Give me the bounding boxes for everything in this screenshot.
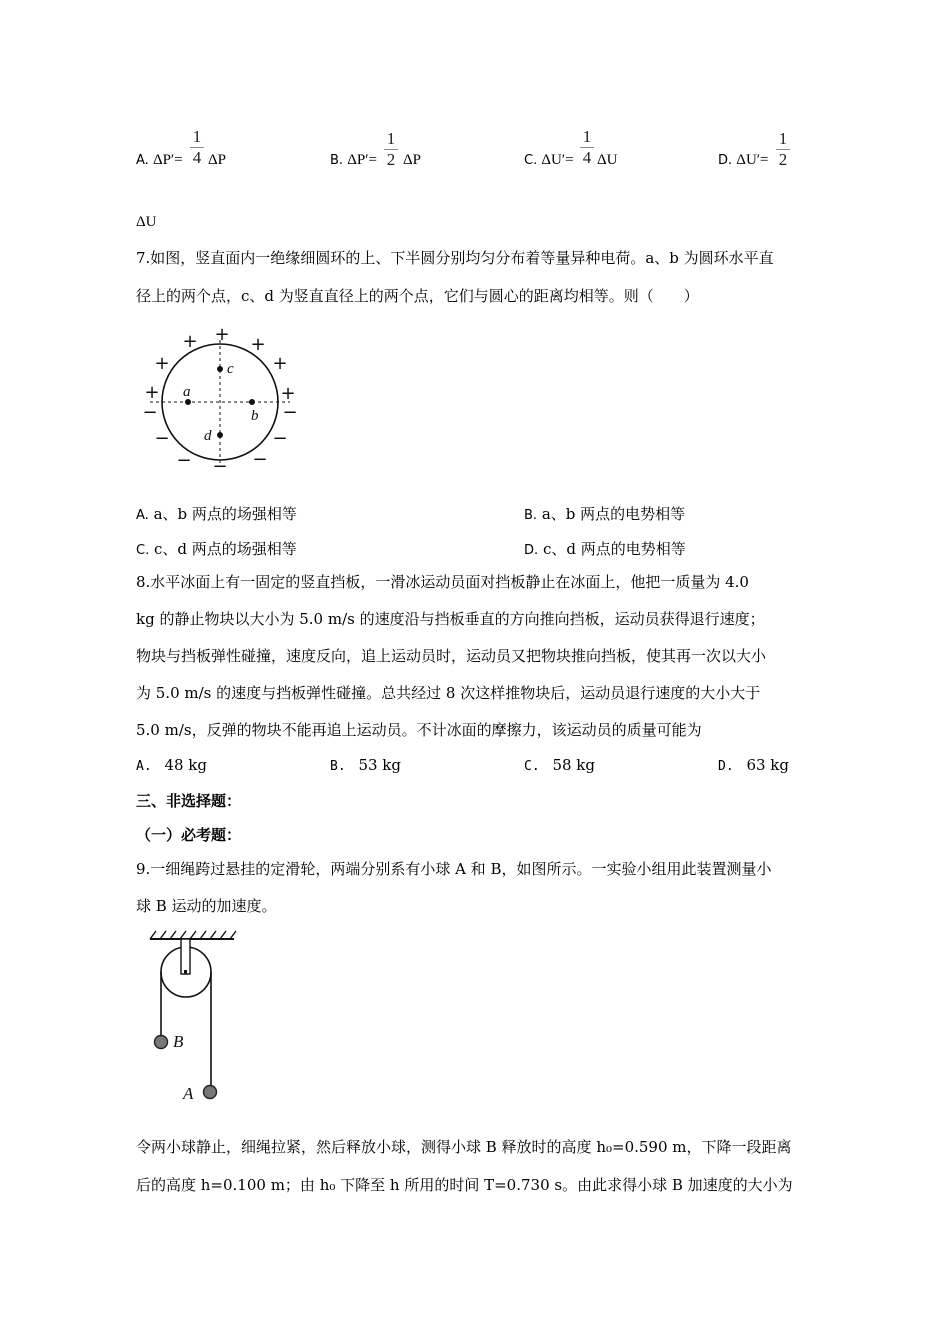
denominator: 4	[192, 148, 202, 167]
fraction	[776, 130, 790, 169]
minus-sign: −	[142, 402, 158, 423]
q6-wrap-text: ΔU	[136, 214, 157, 230]
label-a: a	[183, 384, 191, 400]
option-text: c、d 两点的场强相等	[154, 540, 297, 558]
q8-stem-line: 5.0 m/s，反弹的物块不能再追上运动员。不计冰面的摩擦力，该运动员的质量可能为	[136, 721, 702, 739]
option-letter: C.	[524, 153, 538, 168]
section-heading: 三、非选择题：	[136, 792, 242, 810]
q7-stem-line2: 径上的两个点，c、d 为竖直直径上的两个点，它们与圆心的距离均相等。则（ ）	[136, 287, 699, 305]
point-d	[217, 432, 223, 438]
label-b: B	[173, 1032, 184, 1051]
plus-sign: +	[214, 324, 230, 345]
option-text: 63 kg	[746, 756, 789, 774]
minus-sign: −	[282, 402, 298, 423]
q9-pulley-figure	[144, 926, 244, 1106]
fraction	[580, 128, 594, 167]
option-rhs: ΔP	[403, 152, 421, 168]
option-letter: D.	[718, 153, 733, 168]
ball-a	[204, 1086, 217, 1099]
option-text: a、b 两点的场强相等	[153, 505, 297, 523]
ceiling-hatch	[150, 931, 236, 939]
minus-sign: −	[154, 428, 170, 449]
denominator: 4	[582, 148, 592, 167]
plus-sign: +	[182, 331, 198, 352]
plus-sign: +	[280, 383, 296, 404]
label-c: c	[227, 361, 234, 377]
option-letter: A.	[136, 153, 149, 168]
fraction	[384, 130, 398, 169]
point-b	[249, 399, 255, 405]
q9-after-line: 后的高度 h=0.100 m；由 h₀ 下降至 h 所用的时间 T=0.730 s。由此求得小球 B 加速度的大小为	[136, 1176, 793, 1194]
label-b: b	[251, 408, 259, 424]
option-text: a、b 两点的电势相等	[541, 505, 686, 523]
option-lhs: ΔP′=	[347, 152, 377, 168]
minus-sign: −	[176, 450, 192, 471]
q7-ring-figure	[138, 322, 308, 474]
option-letter: A.	[136, 759, 152, 774]
option-letter: B.	[330, 153, 344, 168]
subsection-heading: （一）必考题：	[136, 826, 242, 844]
denominator: 2	[778, 150, 788, 169]
label-a: A	[183, 1084, 194, 1103]
option-letter: D.	[524, 543, 539, 558]
q8-stem-line: kg 的静止物块以大小为 5.0 m/s 的速度沿与挡板垂直的方向推向挡板，运动员获得退行速度；	[136, 610, 765, 628]
pulley-axle	[184, 970, 187, 974]
option-text: 48 kg	[164, 756, 207, 774]
q7-option-a	[136, 503, 297, 524]
option-text: c、d 两点的电势相等	[542, 540, 686, 558]
option-lhs: ΔP′=	[152, 152, 183, 168]
numerator: 1	[386, 129, 396, 148]
option-text: 53 kg	[358, 756, 401, 774]
point-c	[217, 366, 223, 372]
denominator: 2	[386, 150, 396, 169]
q8-option-b	[330, 756, 401, 774]
option-letter: C.	[524, 759, 540, 774]
q9-stem-line1: 9.一细绳跨过悬挂的定滑轮，两端分别系有小球 A 和 B，如图所示。一实验小组用此装置测量小	[136, 860, 772, 878]
minus-sign: −	[252, 449, 268, 470]
option-lhs: ΔU′=	[736, 152, 769, 168]
option-letter: C.	[136, 543, 150, 558]
q7-option-b	[524, 503, 685, 524]
q6-option-a	[136, 152, 183, 169]
option-text: 58 kg	[552, 756, 595, 774]
plus-sign: +	[272, 353, 288, 374]
plus-sign: +	[154, 353, 170, 374]
q8-stem-line: 为 5.0 m/s 的速度与挡板弹性碰撞。总共经过 8 次这样推物块后，运动员退行速度的大小大于	[136, 684, 761, 702]
option-letter: A.	[136, 508, 149, 523]
fraction	[190, 128, 204, 167]
q8-stem-line: 物块与挡板弹性碰撞，速度反向，追上运动员时，运动员又把物块推向挡板，使其再一次以大小	[136, 647, 767, 665]
numerator: 1	[192, 127, 202, 146]
pulley-hanger	[181, 939, 190, 974]
option-rhs: ΔU	[597, 152, 618, 168]
option-lhs: ΔU′=	[541, 152, 574, 168]
q8-stem-line: 8.水平冰面上有一固定的竖直挡板，一滑冰运动员面对挡板静止在冰面上，他把一质量为 4.0	[136, 573, 749, 591]
option-letter: B.	[524, 508, 538, 523]
q7-stem-line1: 7.如图，竖直面内一绝缘细圆环的上、下半圆分别均匀分布着等量异种电荷。a、b 为圆环水平直	[136, 249, 774, 267]
numerator: 1	[582, 127, 592, 146]
option-rhs: ΔP	[208, 152, 226, 168]
q6-option-b	[330, 152, 377, 169]
q8-option-d	[718, 756, 789, 774]
minus-sign: −	[272, 428, 288, 449]
plus-sign: +	[144, 382, 160, 403]
ball-b	[155, 1036, 168, 1049]
q9-after-line: 令两小球静止，细绳拉紧，然后释放小球，测得小球 B 释放时的高度 h₀=0.590 m，下降一段距离	[136, 1138, 792, 1156]
q6-option-d	[718, 152, 769, 169]
minus-sign: −	[212, 456, 228, 474]
option-letter: D.	[718, 759, 734, 774]
q8-option-a	[136, 756, 207, 774]
q7-option-c	[136, 538, 297, 559]
numerator: 1	[778, 129, 788, 148]
q9-stem-line2: 球 B 运动的加速度。	[136, 897, 277, 915]
q8-option-c	[524, 756, 595, 774]
q7-option-d	[524, 538, 686, 559]
plus-sign: +	[250, 334, 266, 355]
label-d: d	[204, 428, 212, 444]
option-letter: B.	[330, 759, 346, 774]
q6-option-c	[524, 152, 574, 169]
